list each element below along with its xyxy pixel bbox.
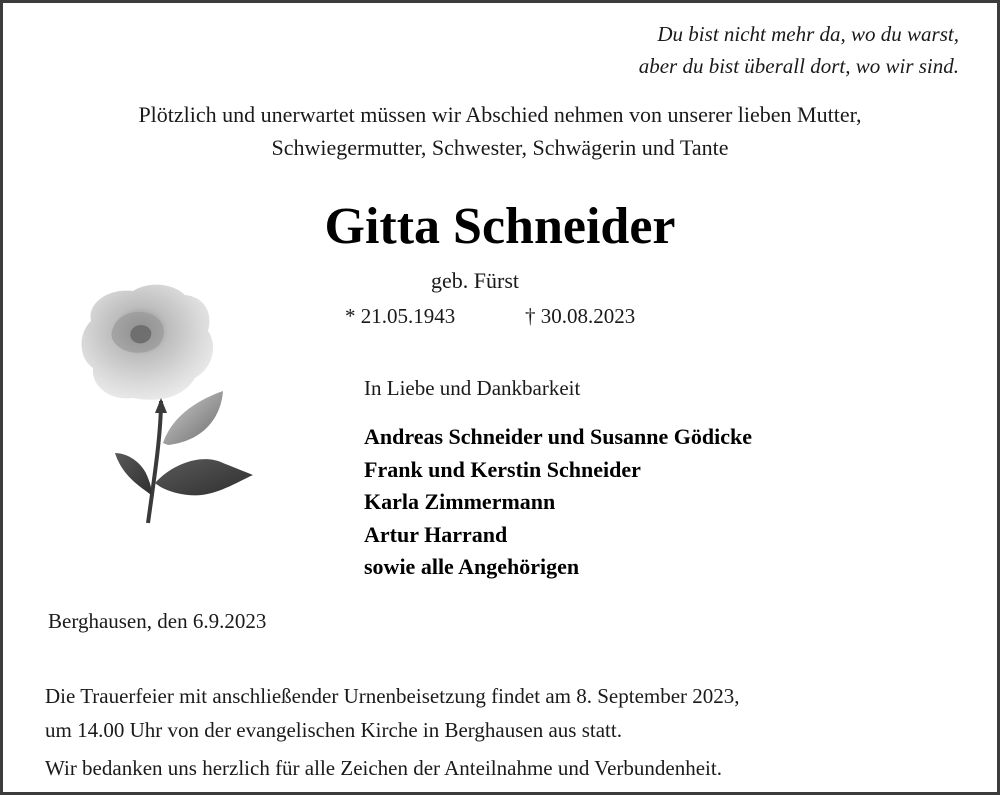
rose-icon bbox=[63, 273, 263, 533]
quote-line: aber du bist überall dort, wo wir sind. bbox=[638, 54, 959, 78]
mourner-name: Artur Harrand bbox=[364, 521, 508, 547]
ceremony-line: um 14.00 Uhr von der evangelischen Kirche in Berghausen aus statt. bbox=[45, 718, 622, 742]
mourners-intro: In Liebe und Dankbarkeit bbox=[364, 376, 581, 400]
memorial-quote bbox=[639, 18, 959, 82]
ceremony-info bbox=[45, 679, 740, 747]
announcement-text bbox=[3, 98, 997, 164]
mourners-list bbox=[364, 421, 752, 584]
deceased-name: Gitta Schneider bbox=[324, 198, 676, 255]
announcement-line: Plötzlich und unerwartet müssen wir Abschied nehmen von unserer lieben Mutter, bbox=[138, 102, 862, 127]
ceremony-line: Die Trauerfeier mit anschließender Urnenbeisetzung findet am 8. September 2023, bbox=[45, 684, 740, 708]
birth-date: * 21.05.1943 bbox=[345, 304, 456, 328]
mourner-name: Frank und Kerstin Schneider bbox=[364, 456, 641, 482]
death-date: † 30.08.2023 bbox=[525, 304, 636, 328]
maiden-name: geb. Fürst bbox=[431, 268, 519, 293]
mourner-name: Karla Zimmermann bbox=[364, 489, 556, 514]
gratitude-text: Wir bedanken uns herzlich für alle Zeichen der Anteilnahme und Verbundenheit. bbox=[45, 756, 722, 780]
mourner-name: sowie alle Angehörigen bbox=[364, 554, 580, 579]
mourner-name: Andreas Schneider und Susanne Gödicke bbox=[364, 424, 752, 449]
quote-line: Du bist nicht mehr da, wo du warst, bbox=[657, 22, 959, 46]
announcement-line: Schwiegermutter, Schwester, Schwägerin und Tante bbox=[271, 135, 729, 160]
place-and-date: Berghausen, den 6.9.2023 bbox=[48, 609, 267, 633]
